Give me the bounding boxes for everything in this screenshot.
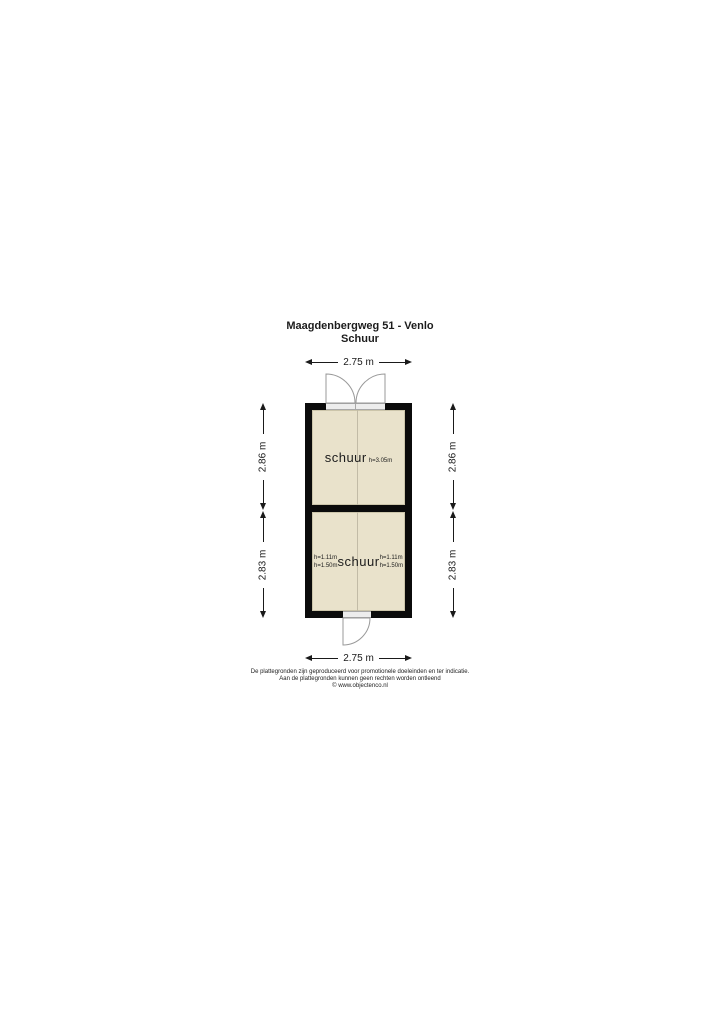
door-meeting-line — [355, 404, 356, 409]
dimension-line — [263, 410, 264, 434]
room-schuur-lower — [312, 512, 405, 611]
height-label: h=1.50m — [379, 562, 404, 569]
floorplan-shed — [305, 403, 412, 618]
arrow-down-icon — [260, 503, 266, 510]
dimension-line — [453, 480, 454, 504]
dimension-line — [379, 362, 405, 363]
arrow-up-icon — [260, 511, 266, 518]
double-door-top-icon — [305, 373, 412, 404]
disclaimer — [0, 669, 720, 690]
disclaimer-line: De plattegronden zijn geproduceerd voor promotionele doeleinden en ter indicatie. — [250, 669, 470, 675]
dimension-line — [453, 588, 454, 612]
dimension-right-upper — [446, 403, 460, 510]
dimension-top — [305, 356, 412, 368]
arrow-right-icon — [405, 655, 412, 661]
page-subtitle: Schuur — [341, 333, 379, 345]
arrow-down-icon — [450, 503, 456, 510]
door-opening-top — [326, 403, 385, 410]
dimension-line — [263, 480, 264, 504]
dimension-top-label: 2.75 m — [343, 356, 374, 368]
arrow-right-icon — [405, 359, 412, 365]
page-title: Maagdenbergweg 51 - Venlo — [286, 320, 434, 332]
dimension-left-lower-label: 2.83 m — [257, 549, 269, 580]
dimension-line — [379, 658, 405, 659]
dimension-left-lower — [256, 511, 270, 618]
dimension-right-lower-label: 2.83 m — [447, 549, 459, 580]
copyright-line: © www.objectenco.nl — [332, 683, 388, 689]
room-label — [312, 450, 405, 465]
arrow-down-icon — [450, 611, 456, 618]
height-label: h=1.11m — [314, 554, 338, 561]
dimension-line — [263, 588, 264, 612]
height-label: h=1.50m — [314, 562, 338, 569]
dimension-line — [263, 518, 264, 542]
room-schuur-upper — [312, 410, 405, 505]
dimension-right-upper-label: 2.86 m — [447, 441, 459, 472]
dimension-right-lower — [446, 511, 460, 618]
dimension-left-upper-label: 2.86 m — [257, 441, 269, 472]
dimension-left-upper — [256, 403, 270, 510]
dimension-bottom-label: 2.75 m — [343, 652, 374, 664]
arrow-left-icon — [305, 655, 312, 661]
dimension-bottom — [305, 652, 412, 664]
dimension-line — [312, 658, 338, 659]
arrow-left-icon — [305, 359, 312, 365]
dimension-line — [453, 518, 454, 542]
dimension-line — [453, 410, 454, 434]
arrow-up-icon — [450, 403, 456, 410]
room-name-label: schuur — [324, 450, 367, 465]
ceiling-height-label: h=3.05m — [368, 458, 393, 464]
room-name-label: schuur — [337, 554, 380, 569]
disclaimer-line: Aan de plattegronden kunnen geen rechten worden ontleend — [279, 676, 441, 682]
height-labels-left — [314, 554, 338, 570]
dimension-line — [312, 362, 338, 363]
arrow-down-icon — [260, 611, 266, 618]
single-door-bottom-icon — [305, 617, 412, 648]
height-labels-right — [380, 554, 404, 570]
height-label: h=1.11m — [379, 554, 403, 561]
room-label — [312, 512, 405, 611]
arrow-up-icon — [450, 511, 456, 518]
arrow-up-icon — [260, 403, 266, 410]
